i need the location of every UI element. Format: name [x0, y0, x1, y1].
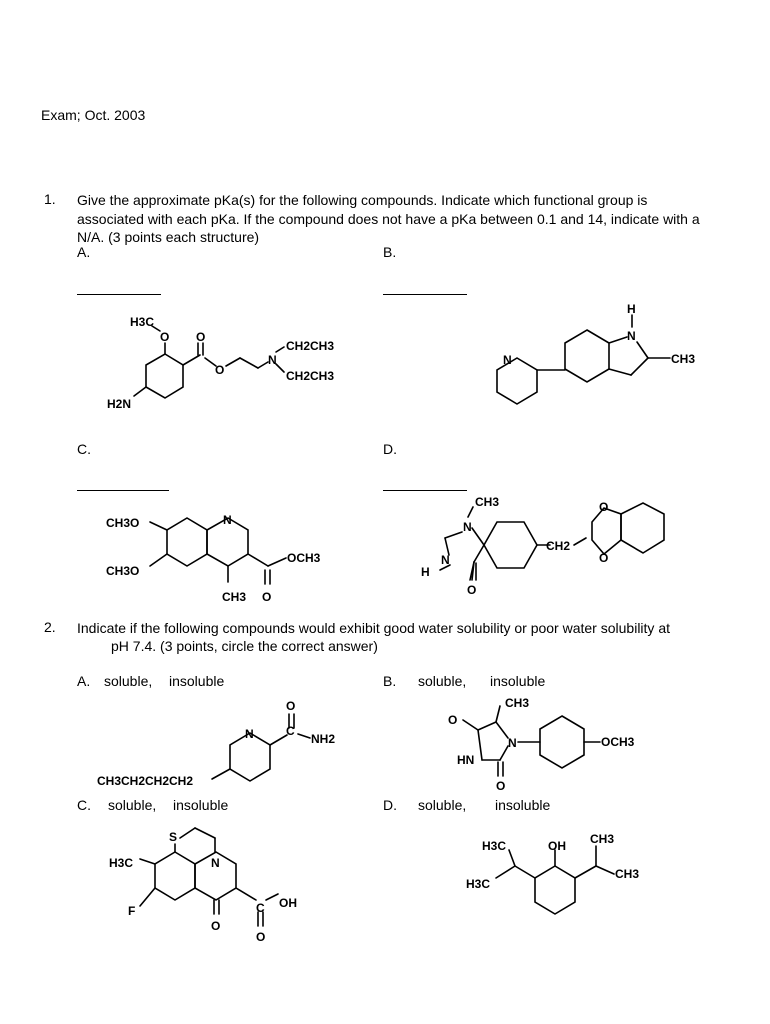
- m2b-ch3: CH3: [505, 696, 530, 710]
- m1d-o1: O: [467, 583, 477, 597]
- m2c-o1: O: [211, 919, 221, 933]
- m1c-ome1: CH3O: [106, 516, 140, 530]
- m2b-o1: O: [448, 713, 458, 727]
- m1b-ch3: CH3: [671, 352, 696, 366]
- q1-part-a-label: A.: [77, 244, 91, 260]
- m1b-n2: N: [627, 329, 636, 343]
- question-1-text: Give the approximate pKa(s) for the following compounds. Indicate which functional group is associated with each pKa. If the compound does not have a pKa between 0.1 and 14, indicate with a N/A. (3 points each structure): [77, 192, 700, 245]
- question-2-text-line2: pH 7.4. (3 points, circle the correct answer): [111, 638, 378, 654]
- m2d-h3c1: H3C: [482, 839, 507, 853]
- m2c-o2: O: [256, 930, 266, 944]
- m1b-h: H: [627, 302, 636, 316]
- m2b-och3: OCH3: [601, 735, 635, 749]
- m1c-ch3: CH3: [222, 590, 247, 604]
- q2b-insoluble[interactable]: insoluble: [490, 673, 546, 689]
- m1a-n: N: [268, 353, 277, 367]
- m1a-et1: CH2CH3: [286, 339, 335, 353]
- m2b-o2: O: [496, 779, 506, 793]
- m2c-oh: OH: [279, 896, 297, 910]
- question-2-number: 2.: [44, 619, 56, 635]
- m1a-o2: O: [196, 330, 206, 344]
- m2a-o: O: [286, 699, 296, 713]
- m1a-o3: O: [215, 363, 225, 377]
- m2b-n: N: [508, 736, 517, 750]
- q2d-insoluble[interactable]: insoluble: [495, 797, 551, 813]
- m1c-och3: OCH3: [287, 551, 321, 565]
- question-1-number: 1.: [44, 191, 56, 207]
- exam-header: Exam; Oct. 2003: [41, 107, 146, 123]
- m1c-n: N: [223, 513, 232, 527]
- q1-part-d-label: D.: [383, 441, 397, 457]
- m1b-n1: N: [503, 353, 512, 367]
- q2d-soluble[interactable]: soluble,: [418, 797, 467, 813]
- m1d-ch3: CH3: [475, 495, 500, 509]
- m2c-f: F: [128, 904, 136, 918]
- m1d-ch2: CH2: [546, 539, 571, 553]
- q1-part-b-label: B.: [383, 244, 397, 260]
- m1a-h3c: H3C: [130, 315, 155, 329]
- m2d-h3c2: H3C: [466, 877, 491, 891]
- m1d-o3: O: [599, 551, 609, 565]
- m2a-c: C: [286, 724, 295, 738]
- q1-part-c-label: C.: [77, 441, 91, 457]
- m1a-et2: CH2CH3: [286, 369, 335, 383]
- q2a-insoluble[interactable]: insoluble: [169, 673, 225, 689]
- question-2-text-line1: Indicate if the following compounds would exhibit good water solubility or poor water solubility at: [77, 620, 670, 636]
- m2c-h3c: H3C: [109, 856, 134, 870]
- m2a-n: N: [245, 727, 254, 741]
- m2c-c: C: [256, 901, 265, 915]
- q2-part-a-label: A.: [77, 673, 91, 689]
- m2c-s: S: [169, 830, 178, 844]
- m1a-o1: O: [160, 330, 170, 344]
- m2d-ch3b: CH3: [615, 867, 640, 881]
- q2-part-c-label: C.: [77, 797, 91, 813]
- q2-part-d-label: D.: [383, 797, 397, 813]
- m1d-h: H: [421, 565, 430, 579]
- m2d-ch3a: CH3: [590, 832, 615, 846]
- m1d-n2: N: [441, 553, 450, 567]
- m2a-nh2: NH2: [311, 732, 336, 746]
- q2b-soluble[interactable]: soluble,: [418, 673, 467, 689]
- m1c-o: O: [262, 590, 272, 604]
- m1a-h2n: H2N: [107, 397, 132, 411]
- m2a-chain: CH3CH2CH2CH2: [97, 774, 194, 788]
- m1c-ome2: CH3O: [106, 564, 140, 578]
- m2c-n: N: [211, 856, 220, 870]
- m2b-hn: HN: [457, 753, 475, 767]
- q2-part-b-label: B.: [383, 673, 397, 689]
- m1d-o2: O: [599, 500, 609, 514]
- m2d-oh: OH: [548, 839, 566, 853]
- q2c-soluble[interactable]: soluble,: [108, 797, 157, 813]
- q2a-soluble[interactable]: soluble,: [104, 673, 153, 689]
- m1d-n1: N: [463, 520, 472, 534]
- q2c-insoluble[interactable]: insoluble: [173, 797, 229, 813]
